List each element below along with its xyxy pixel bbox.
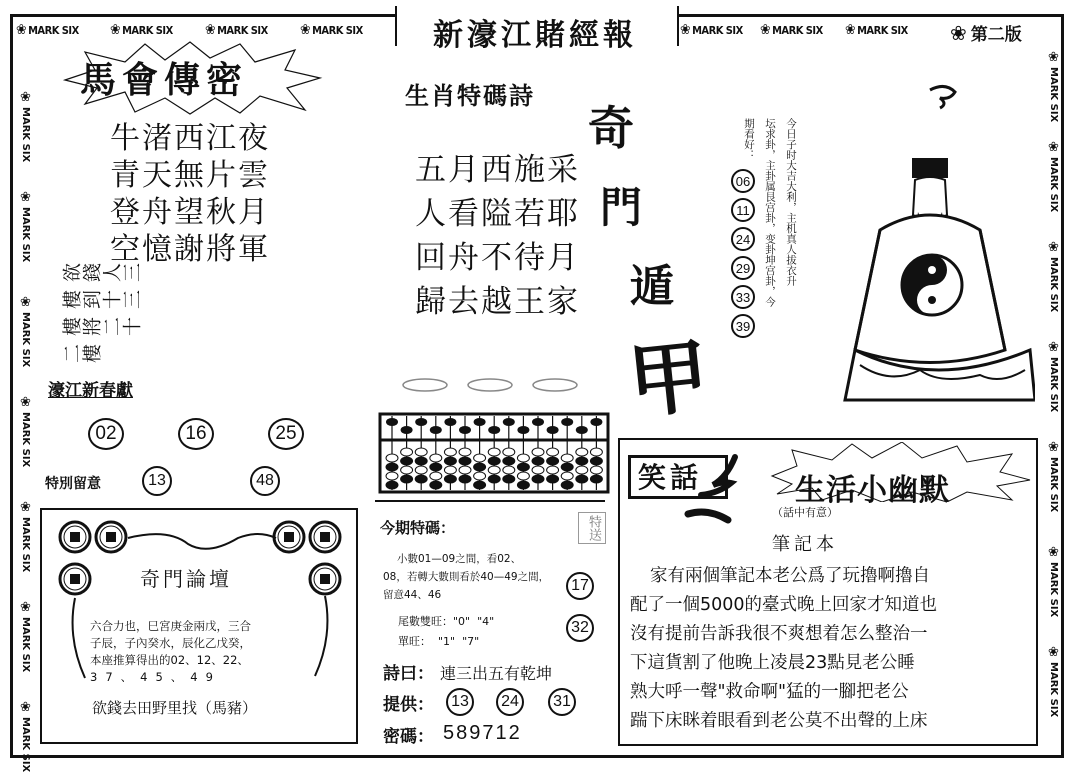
brand-mark bbox=[18, 500, 33, 572]
poem-line: 人看隘若耶 bbox=[415, 196, 580, 232]
abacus-image bbox=[378, 412, 610, 494]
provide-number: 31 bbox=[548, 688, 576, 716]
brand-text: MARK SIX bbox=[20, 312, 31, 368]
brand-text: MARK SIX bbox=[122, 24, 173, 37]
sage-figure-image bbox=[820, 80, 1035, 410]
brand-mark bbox=[18, 395, 33, 467]
vertical-hint: 欲錢人三樓到十三樓將二十二樓 bbox=[62, 263, 142, 366]
flower-icon: ❀ bbox=[1046, 545, 1061, 560]
brand-mark bbox=[845, 22, 908, 38]
humor-text bbox=[630, 562, 1030, 736]
brand-mark bbox=[1046, 240, 1061, 312]
flower-icon: ❀ bbox=[845, 22, 856, 38]
flower-icon: ❀ bbox=[18, 700, 33, 715]
left-poem bbox=[110, 120, 270, 268]
big-char: 甲 bbox=[624, 329, 714, 430]
flower-icon: ❀ bbox=[300, 22, 311, 38]
brand-text: MARK SIX bbox=[20, 207, 31, 263]
brand-text: MARK SIX bbox=[1048, 67, 1059, 123]
code-value: 589712 bbox=[443, 722, 522, 744]
big-char: 奇 bbox=[588, 101, 634, 155]
middle-poem bbox=[415, 148, 580, 324]
brand-text: MARK SIX bbox=[217, 24, 268, 37]
qimen-line: 期看好： bbox=[743, 118, 755, 160]
flower-icon: ❀ bbox=[18, 190, 33, 205]
badge-number: 17 bbox=[566, 572, 594, 600]
flower-icon: ❀ bbox=[1046, 240, 1061, 255]
brand-mark bbox=[18, 190, 33, 262]
badge-number: 32 bbox=[566, 614, 594, 642]
brand-text: MARK SIX bbox=[1048, 357, 1059, 413]
brand-text: MARK SIX bbox=[772, 24, 823, 37]
humor-heading: 筆記本 bbox=[772, 534, 838, 555]
special-title: 今期特碼： bbox=[380, 519, 456, 537]
code-label: 密碼： bbox=[383, 727, 434, 747]
brand-mark bbox=[680, 22, 743, 38]
flower-icon: ❀ bbox=[760, 22, 771, 38]
flower-icon: ❀ bbox=[1046, 340, 1061, 355]
flower-icon: ❀ bbox=[205, 22, 216, 38]
brand-mark bbox=[1046, 340, 1061, 412]
forum-footer: 欲錢去田野里找（馬豬） bbox=[92, 699, 258, 717]
brand-text: MARK SIX bbox=[1048, 457, 1059, 513]
poem-text: 連三出五有乾坤 bbox=[440, 664, 553, 683]
special-lines bbox=[383, 550, 563, 604]
forum-title: 奇門論壇 bbox=[140, 567, 232, 591]
forum-line: 子辰，子內癸水，辰化乙戊癸， bbox=[90, 636, 251, 650]
spring-number: 02 bbox=[88, 418, 124, 450]
flower-icon: ❀ bbox=[18, 295, 33, 310]
humor-line: 配了一個5000的臺式晚上回家才知道也 bbox=[630, 595, 938, 615]
big-char: 門 bbox=[600, 183, 643, 232]
brand-text: MARK SIX bbox=[20, 517, 31, 573]
tail-line: 尾數雙旺："0" "4" bbox=[398, 615, 495, 628]
brand-text: MARK SIX bbox=[1048, 562, 1059, 618]
brand-text: MARK SIX bbox=[28, 24, 79, 37]
brand-text: MARK SIX bbox=[857, 24, 908, 37]
brand-mark bbox=[18, 700, 33, 772]
brand-mark bbox=[18, 90, 33, 162]
humor-title: 生活小幽默 bbox=[795, 473, 950, 508]
spring-number: 25 bbox=[268, 418, 304, 450]
brand-mark bbox=[1046, 140, 1061, 212]
brand-text: MARK SIX bbox=[20, 107, 31, 163]
brand-mark bbox=[1046, 440, 1061, 512]
brand-text: MARK SIX bbox=[1048, 662, 1059, 718]
humor-line: 熟大呼一聲"救命啊"猛的一腳把老公 bbox=[630, 682, 909, 702]
flower-icon: ❀ bbox=[18, 395, 33, 410]
special-line: 留意44、46 bbox=[383, 589, 442, 601]
brand-mark bbox=[760, 22, 823, 38]
spring-title: 濠江新春獻 bbox=[48, 381, 133, 401]
special-line: 08，若轉大數則看於40—49之間， bbox=[383, 571, 550, 583]
brand-mark bbox=[1046, 545, 1061, 617]
big-char: 遁 bbox=[630, 261, 674, 312]
brand-text: MARK SIX bbox=[692, 24, 743, 37]
special-line: 小數01—09之間，看02、 bbox=[397, 553, 522, 565]
flower-icon: ❀ bbox=[18, 600, 33, 615]
tail-line: 單旺： "1" "7" bbox=[398, 635, 480, 648]
qimen-number: 29 bbox=[731, 256, 755, 280]
forum-line: 37、45、49 bbox=[90, 670, 221, 684]
forum-line: 六合力也，巳宮庚金兩戊，三合 bbox=[90, 619, 251, 633]
flower-icon: ❀ bbox=[950, 20, 967, 45]
special-label: 特別留意 bbox=[45, 476, 101, 492]
provide-number: 24 bbox=[496, 688, 524, 716]
qimen-line: 坛求卦，主卦属艮宫卦，变卦坤宫卦，今 bbox=[764, 118, 776, 307]
poem-line: 五月西施采 bbox=[415, 152, 580, 188]
brand-mark bbox=[1046, 645, 1061, 717]
poem-line: 登舟望秋月 bbox=[110, 195, 270, 230]
qimen-line: 今日子时大吉大利，主机真人拔衣升 bbox=[785, 118, 797, 286]
poem-line: 空憶謝將軍 bbox=[110, 232, 270, 267]
brand-text: MARK SIX bbox=[1048, 257, 1059, 313]
flower-icon: ❀ bbox=[1046, 440, 1061, 455]
page-label bbox=[950, 20, 1022, 45]
brand-text: MARK SIX bbox=[20, 412, 31, 468]
humor-subtitle: （話中有意） bbox=[772, 506, 838, 519]
brush-stroke bbox=[680, 452, 750, 532]
humor-line: 沒有提前告訴我很不爽想着怎么整治一 bbox=[630, 624, 928, 644]
special-number: 48 bbox=[250, 466, 280, 496]
brand-mark bbox=[16, 22, 79, 38]
flower-icon: ❀ bbox=[18, 500, 33, 515]
qimen-number: 33 bbox=[731, 285, 755, 309]
brand-mark bbox=[18, 295, 33, 367]
brand-mark bbox=[1046, 50, 1061, 122]
left-panel-title: 馬會傳密 bbox=[80, 60, 249, 101]
qimen-number: 39 bbox=[731, 314, 755, 338]
humor-line: 踹下床眯着眼看到老公莫不出聲的上床 bbox=[630, 711, 928, 731]
poem-line: 歸去越王家 bbox=[415, 284, 580, 320]
header-title: 新濠江賭經報 bbox=[433, 18, 637, 53]
poem-line: 青天無片雲 bbox=[110, 158, 270, 193]
flower-icon: ❀ bbox=[1046, 645, 1061, 660]
special-number: 13 bbox=[142, 466, 172, 496]
stamp: 特送 bbox=[578, 512, 606, 544]
brand-mark bbox=[110, 22, 173, 38]
forum-text bbox=[90, 618, 251, 686]
flower-icon: ❀ bbox=[18, 90, 33, 105]
forum-line: 本座推算得出的02、12、22、 bbox=[90, 653, 249, 667]
spring-number: 16 bbox=[178, 418, 214, 450]
joke-label: 笑話 bbox=[638, 461, 703, 494]
poem-line: 牛渚西江夜 bbox=[110, 121, 270, 156]
provide-number: 13 bbox=[446, 688, 474, 716]
special-code-area bbox=[375, 500, 605, 502]
poem-line: 回舟不待月 bbox=[415, 240, 580, 276]
brand-text: MARK SIX bbox=[1048, 157, 1059, 213]
fish-decoration bbox=[395, 372, 585, 398]
qimen-number: 24 bbox=[731, 227, 755, 251]
brand-text: MARK SIX bbox=[20, 617, 31, 673]
brand-mark bbox=[205, 22, 268, 38]
flower-icon: ❀ bbox=[1046, 50, 1061, 65]
brand-mark bbox=[18, 600, 33, 672]
brand-text: MARK SIX bbox=[20, 717, 31, 773]
flower-icon: ❀ bbox=[110, 22, 121, 38]
middle-title: 生肖特碼詩 bbox=[405, 82, 535, 110]
brand-mark bbox=[300, 22, 363, 38]
humor-line: 下這貨割了他晚上凌晨23點見老公睡 bbox=[630, 653, 915, 673]
humor-line: 家有兩個筆記本老公爲了玩擼啊擼自 bbox=[650, 566, 930, 586]
brand-text: MARK SIX bbox=[312, 24, 363, 37]
page-label-text: 第二版 bbox=[970, 25, 1022, 45]
poem-label: 詩曰： bbox=[383, 664, 434, 684]
qimen-number: 11 bbox=[731, 198, 755, 222]
qimen-number: 06 bbox=[731, 169, 755, 193]
flower-icon: ❀ bbox=[1046, 140, 1061, 155]
provide-label: 提供： bbox=[383, 695, 434, 715]
flower-icon: ❀ bbox=[16, 22, 27, 38]
flower-icon: ❀ bbox=[680, 22, 691, 38]
